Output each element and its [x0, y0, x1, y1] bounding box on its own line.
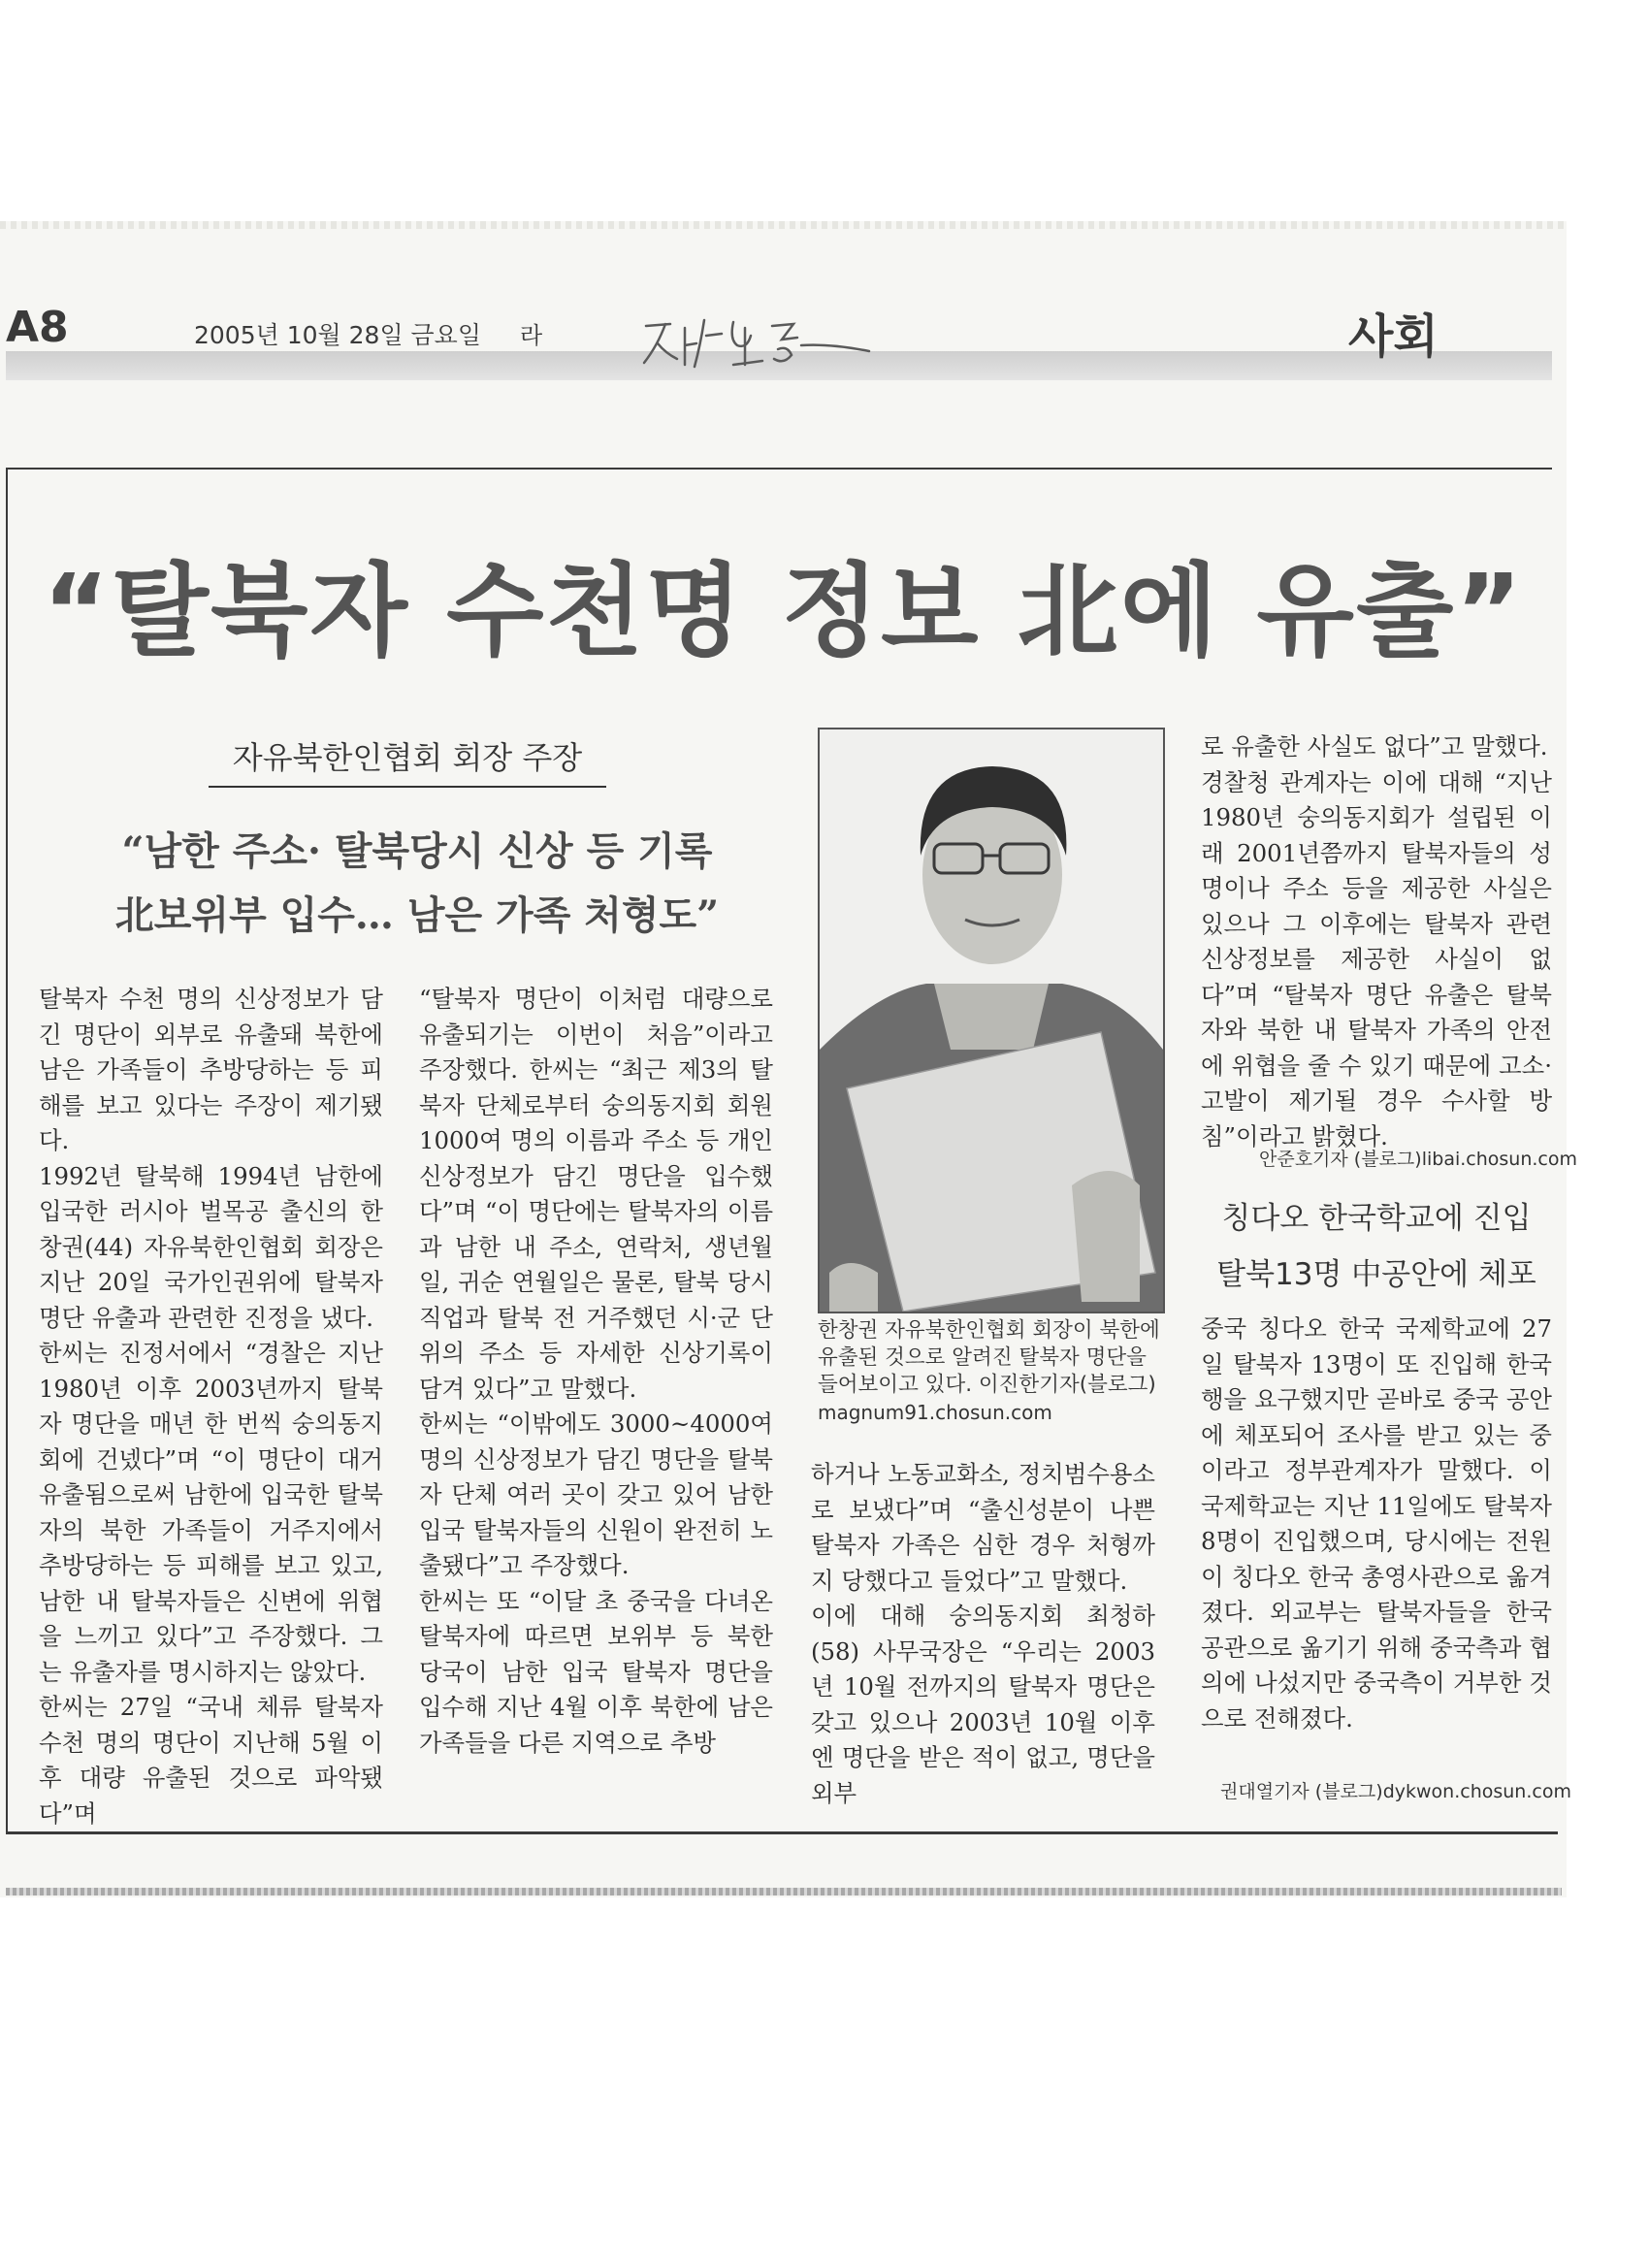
torn-edge: [6, 1888, 1562, 1895]
side-article-body: [1201, 1312, 1552, 1736]
reporter-byline: 권대열기자 (블로그)dykwon.chosun.com: [1220, 1781, 1571, 1802]
torn-edge: [0, 221, 1567, 229]
article-headline: “탈북자 수천명 정보 北에 유출”: [43, 552, 1524, 670]
handwritten-newspaper-name: [636, 307, 879, 374]
article-column: [1201, 729, 1552, 1154]
article-subhead-line: “남한 주소· 탈북당시 신상 등 기록: [121, 828, 713, 874]
article-subhead-line: 北보위부 입수… 남은 가족 처형도”: [114, 892, 720, 938]
column-text: 하거나 노동교화소, 정치범수용소로 보냈다”며 “출신성분이 나쁜 탈북자 가족은 심한 경우 처형까지 당했다고 들었다”고 말했다. 이에 대해 숭의동지회 최청하(58) 사무국장은 “우리는 2003년 10월 전까지의 탈북자 명단은 갖고 있으나 2003년 10월 이후엔 명단을 받은 적이 없고, 명단을 외부: [811, 1460, 1155, 1807]
column-text: 탈북자 수천 명의 신상정보가 담긴 명단이 외부로 유출돼 북한에 남은 가족들이 추방당하는 등 피해를 보고 있다는 주장이 제기됐다. 1992년 탈북해 1994년 남한에 입국한 러시아 벌목공 출신의 한창권(44) 자유북한인협회 회장은 지난 20일 국가인권위에 탈북자 명단 유출과 관련한 진정을 냈다. 한씨는 진정서에서 “경찰은 지난 1980년 이후 2003년까지 탈북자 명단을 매년 한 번씩 숭의동지회에 건넸다”며 “이 명단이 대거 유출됨으로써 남한에 입국한 탈북자의 북한 가족들이 거주지에서 추방당하는 등 피해를 보고 있고, 남한 내 탈북자들은 신변에 위협을 느끼고 있다”고 주장했다. 그는 유출자를 명시하지는 않았다. 한씨는 27일 “국내 체류 탈북자 수천 명의 명단이 지난해 5월 이후 대량 유출된 것으로 파악됐다”며: [39, 985, 383, 1828]
column-text: “탈북자 명단이 이처럼 대량으로 유출되기는 이번이 처음”이라고 주장했다. 한씨는 “최근 제3의 탈북자 단체로부터 숭의동지회 회원 1000여 명의 이름과 주소 등 개인 신상정보가 담긴 명단을 입수했다”며 “이 명단에는 탈북자의 이름과 남한 내 주소, 연락처, 생년월일, 귀순 연월일은 물론, 탈북 당시 직업과 탈북 전 거주했던 시·군 단위의 주소 등 자세한 신상기록이 담겨 있다”고 말했다. 한씨는 “이밖에도 3000~4000여 명의 신상정보가 담긴 명단을 탈북자 단체 여러 곳이 갖고 있어 남한 입국 탈북자들의 신원이 완전히 노출됐다”고 주장했다. 한씨는 또 “이달 초 중국을 다녀온 탈북자에 따르면 보위부 등 북한 당국이 남한 입국 탈북자 명단을 입수해 지난 4월 이후 북한에 남은 가족들을 다른 지역으로 추방: [419, 985, 773, 1757]
edition-mark: 라: [520, 322, 543, 349]
publication-date: 2005년 10월 28일 금요일: [194, 321, 481, 349]
column-text: 로 유출한 사실도 없다”고 말했다. 경찰청 관계자는 이에 대해 “지난 1980년 숭의동지회가 설립된 이래 2001년쯤까지 탈북자들의 성명이나 주소 등을 제공한 사실은 있으나 그 이후에는 탈북자 관련 신상정보를 제공한 사실이 없다”며 “탈북자 명단 유출은 탈북자와 북한 내 탈북자 가족의 안전에 위협을 줄 수 있기 때문에 고소·고발이 제기될 경우 수사할 방침”이라고 밝혔다.: [1201, 732, 1552, 1150]
article-column: [811, 1457, 1155, 1811]
caption-url: magnum91.chosun.com: [818, 1401, 1052, 1424]
column-text: 중국 칭다오 한국 국제학교에 27일 탈북자 13명이 또 진입해 한국행을 요구했지만 곧바로 중국 공안에 체포되어 조사를 받고 있는 중이라고 정부관계자가 말했다. 이 국제학교는 지난 11일에도 탈북자 8명이 진입했으며, 당시에는 전원이 칭다오 한국 총영사관으로 옮겨졌다. 외교부는 탈북자들을 한국 공관으로 옮기기 위해 중국측과 협의에 나섰지만 중국측이 거부한 것으로 전해졌다.: [1201, 1314, 1552, 1733]
side-article-headline-line: 칭다오 한국학교에 진입: [1221, 1201, 1532, 1236]
article-kicker: 자유북한인협회 회장 주장: [209, 733, 606, 788]
photo-caption: [818, 1317, 1167, 1427]
side-article-headline-line: 탈북13명 中공안에 체포: [1216, 1257, 1536, 1292]
article-photo: [818, 728, 1165, 1313]
article-column: [39, 982, 383, 1831]
article-column: [419, 982, 773, 1761]
divider: [6, 1831, 1558, 1834]
divider: [6, 468, 1552, 470]
person-holding-document-photo: [820, 729, 1163, 1312]
reporter-byline: 안준호기자 (블로그)libai.chosun.com: [1259, 1149, 1577, 1170]
caption-text: 한창권 자유북한인협회 회장이 북한에 유출된 것으로 알려진 탈북자 명단을 들어보이고 있다. 이진한기자(블로그): [818, 1318, 1160, 1397]
page-number: A8: [6, 303, 69, 352]
section-name: 사회: [1348, 309, 1439, 364]
